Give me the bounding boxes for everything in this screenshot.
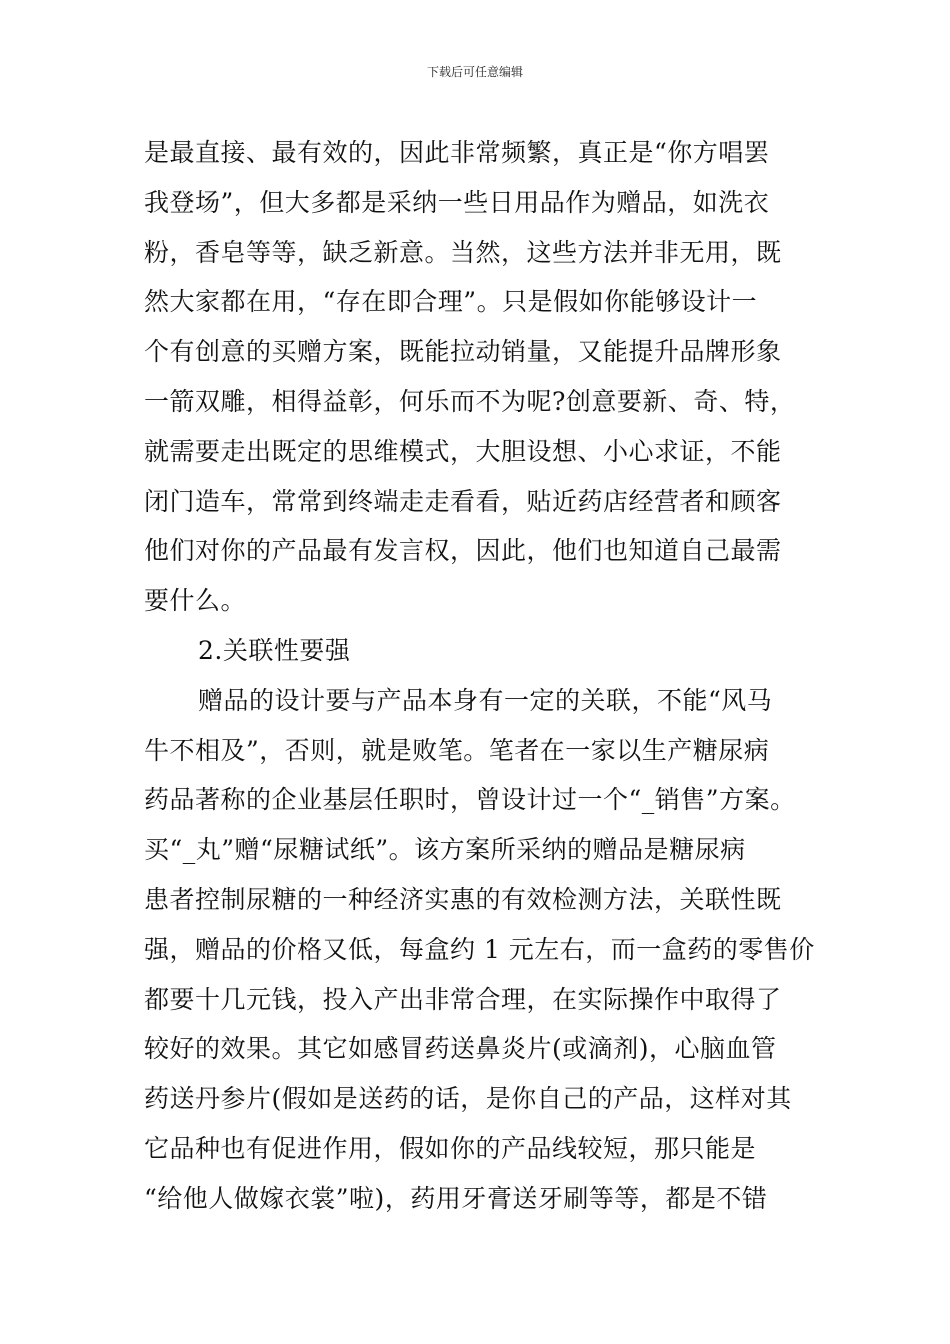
text-line: 强，赠品的价格又低，每盒约 1 元左右，而一盒药的零售价: [144, 934, 815, 964]
text-line: 较好的效果。其它如感冒药送鼻炎片(或滴剂)，心脑血管: [144, 1034, 777, 1064]
text-line: 买“_丸”赠“尿糖试纸”。该方案所采纳的赠品是糖尿病: [144, 835, 746, 865]
section-heading: 2.关联性要强: [198, 635, 351, 665]
text-line: 它品种也有促进作用，假如你的产品线较短，那只能是: [144, 1133, 757, 1163]
text-line: 闭门造车，常常到终端走走看看，贴近药店经营者和顾客: [144, 486, 782, 516]
text-line: 药品著称的企业基层任职时，曾设计过一个“_销售”方案。: [144, 785, 796, 815]
text-line: 一箭双雕，相得益彰，何乐而不为呢?创意要新、奇、特，: [144, 386, 796, 416]
text-line: 要什么。: [144, 586, 247, 616]
text-line: 药送丹参片(假如是送药的话，是你自己的产品，这样对其: [144, 1084, 792, 1114]
text-line: 我登场”，但大多都是采纳一些日用品作为赠品，如洗衣: [144, 187, 770, 217]
text-line: 牛不相及”，否则，就是败笔。笔者在一家以生产糖尿病: [144, 735, 770, 765]
text-line: 粉，香皂等等，缺乏新意。当然，这些方法并非无用，既: [144, 237, 782, 267]
page-header: 下载后可任意编辑: [426, 65, 523, 79]
text-line: 就需要走出既定的思维模式，大胆设想、小心求证，不能: [144, 436, 782, 466]
text-line: 个有创意的买赠方案，既能拉动销量，又能提升品牌形象: [144, 337, 782, 367]
document-body: [144, 128, 834, 1224]
text-line: 然大家都在用，“存在即合理”。只是假如你能够设计一: [144, 287, 758, 317]
text-line: 都要十几元钱，投入产出非常合理，在实际操作中取得了: [144, 984, 782, 1014]
text-line: “给他人做嫁衣裳”啦)，药用牙膏送牙刷等等，都是不错: [144, 1183, 768, 1213]
text-line: 是最直接、最有效的，因此非常频繁，真正是“你方唱罢: [144, 138, 770, 167]
paragraph-first-line: 赠品的设计要与产品本身有一定的关联，不能“风马: [198, 685, 773, 715]
text-line: 他们对你的产品最有发言权，因此，他们也知道自己最需: [144, 536, 782, 566]
text-line: 患者控制尿糖的一种经济实惠的有效检测方法，关联性既: [144, 884, 782, 914]
